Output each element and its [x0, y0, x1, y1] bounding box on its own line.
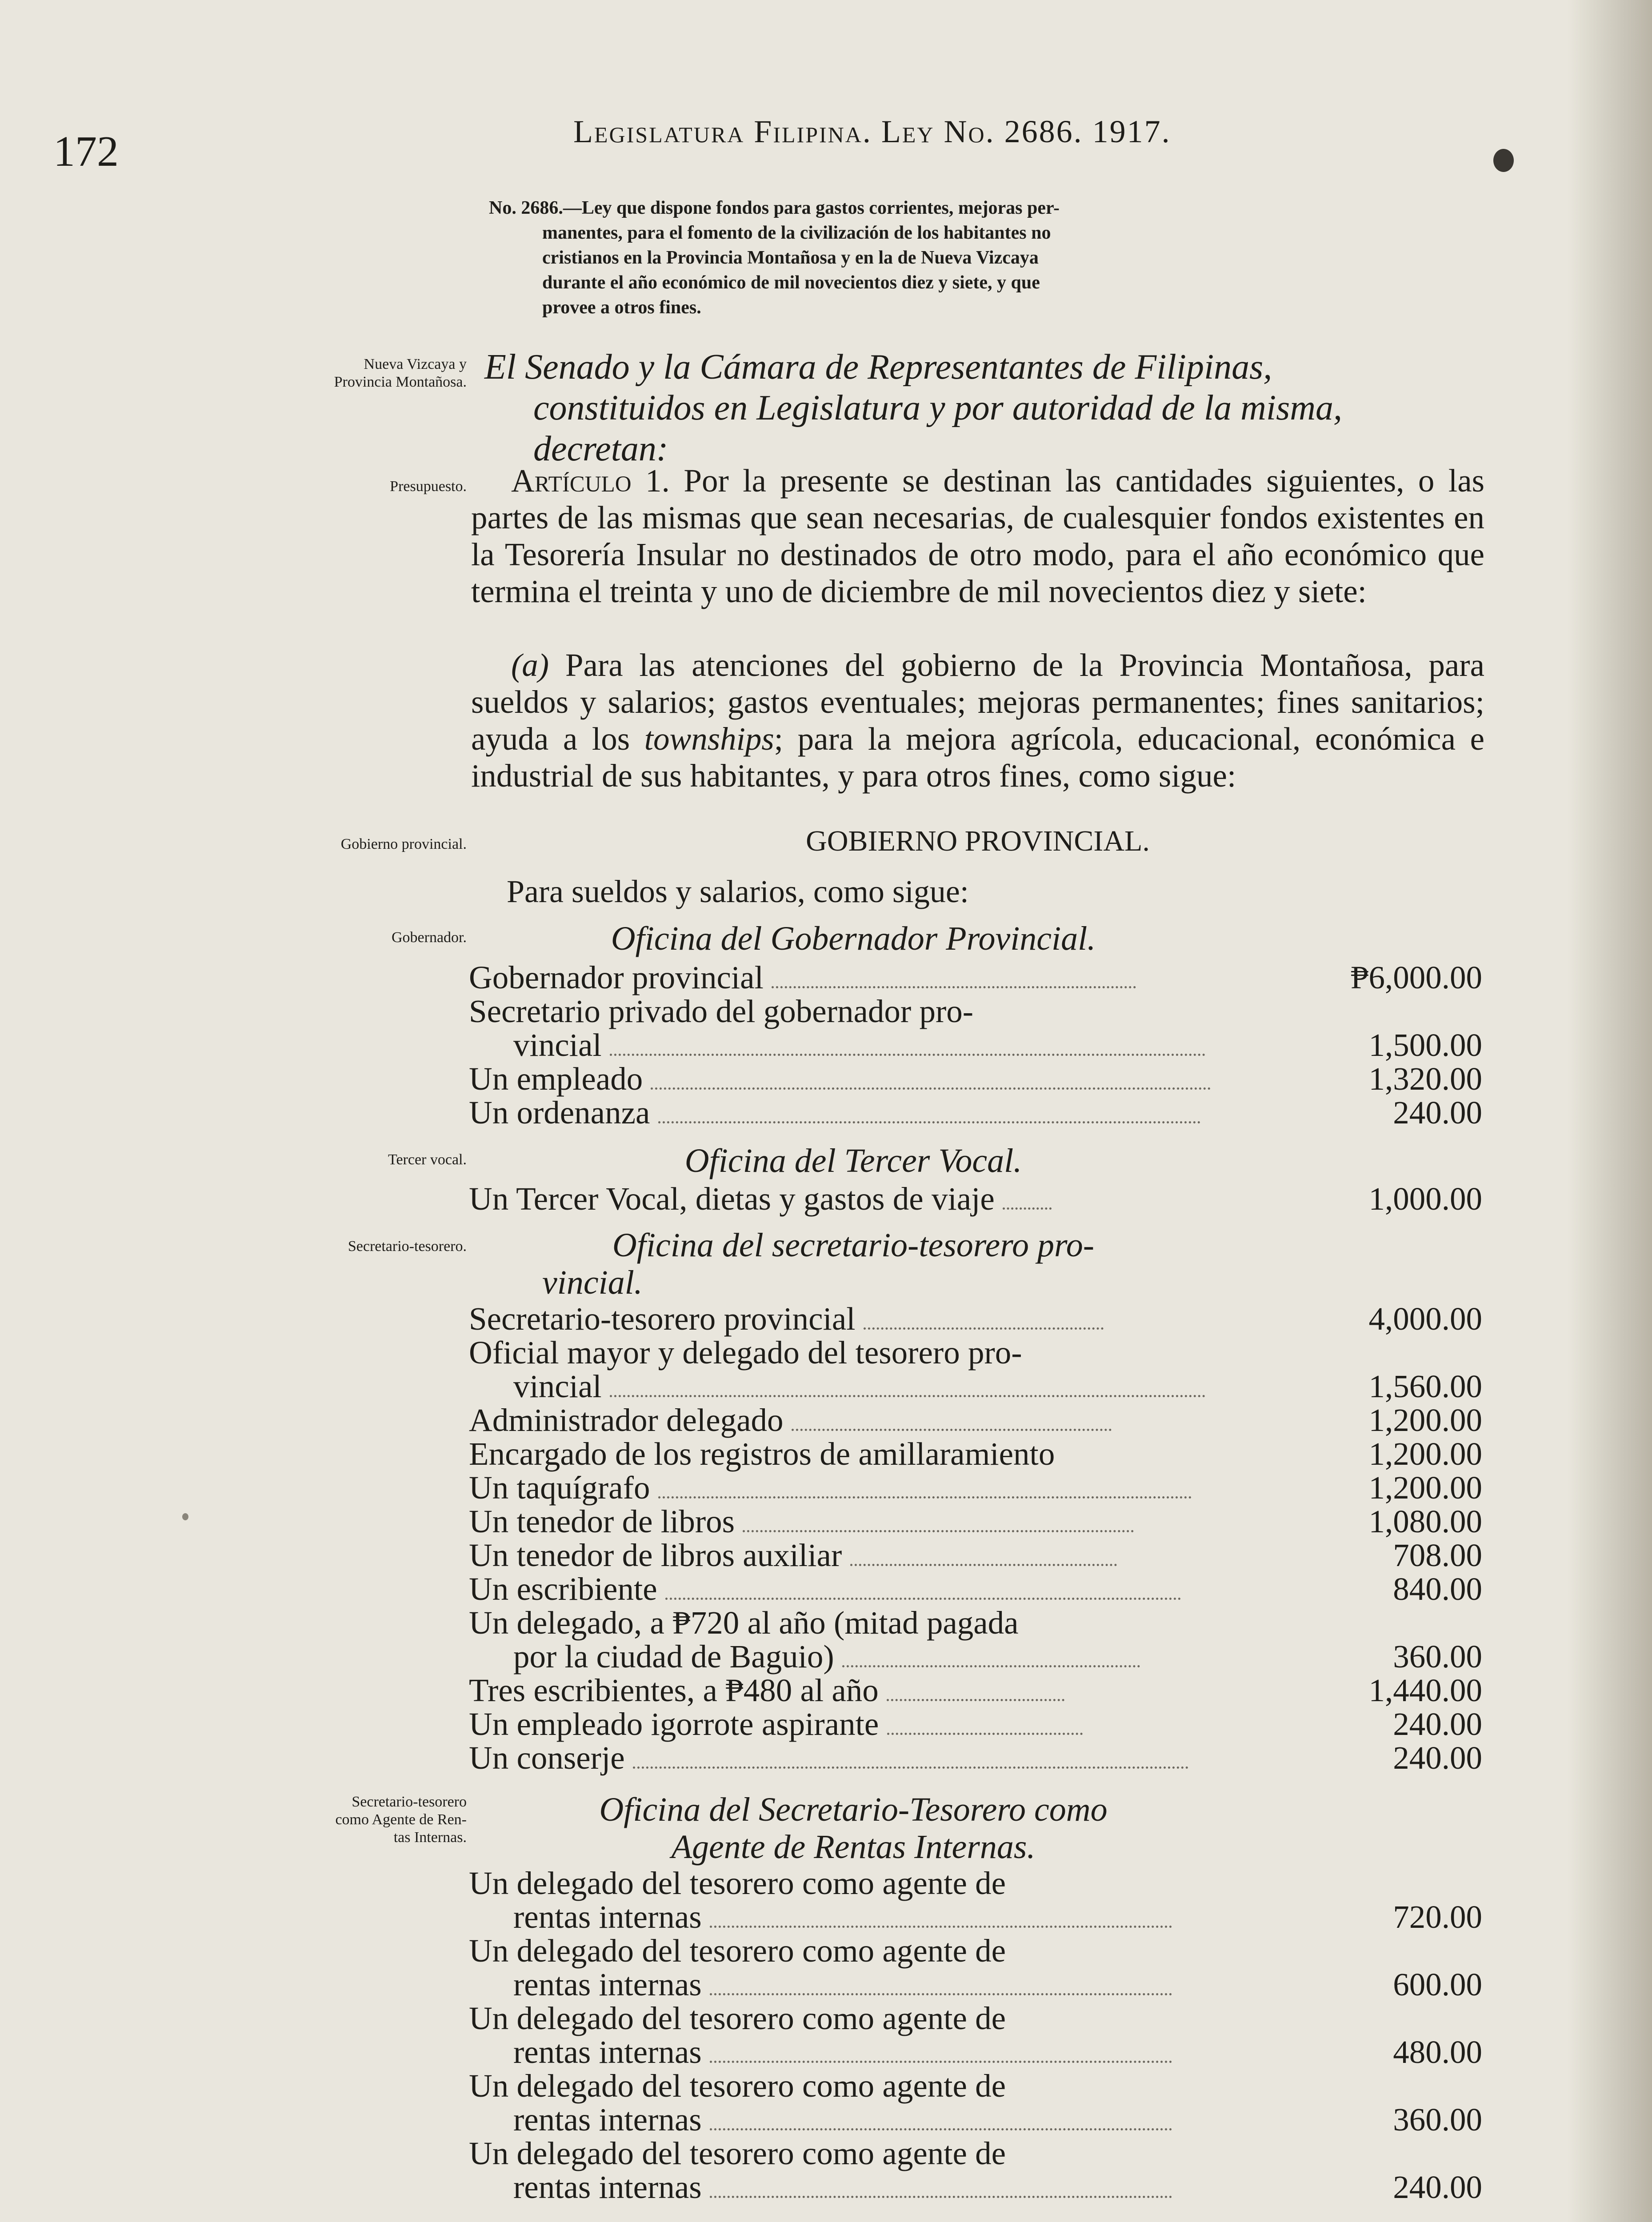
item-amount: 600.00 [1393, 1966, 1482, 2002]
item-description: Un conserje [469, 1740, 625, 1776]
intro-line: Para sueldos y salarios, como sigue: [507, 874, 969, 909]
clause-text-end: ; para la mejora agrícola, educacional, económica e industrial de sus habitantes, y para otros fines, como sigue: [471, 721, 1484, 794]
dot-leader [633, 1758, 1188, 1769]
article-text: Por la presente se destinan las cantidades siguientes, o las partes de las mismas que sean necesarias, de cualesquier fondos existentes en la Tesorería Insular no destinados de otro modo, para el año económico que termina el treinta y uno de diciembre de mil novecientos diez y siete: [471, 463, 1484, 609]
margin-note-agente [209, 1793, 467, 1846]
dot-leader [658, 1112, 1200, 1123]
item-description: Un taquígrafo [469, 1470, 650, 1506]
margin-note-tercer-vocal: Tercer vocal. [388, 1151, 467, 1168]
office-heading-line: Agente de Rentas Internas. [671, 1828, 1036, 1866]
dot-leader [710, 2187, 1172, 2198]
dot-leader [1003, 1199, 1052, 1210]
item-amount: 1,000.00 [1368, 1181, 1482, 1217]
item-amount: 480.00 [1393, 2034, 1482, 2070]
item-description: Gobernador provincial [469, 959, 764, 995]
item-description: Un Tercer Vocal, dietas y gastos de viaje [469, 1181, 995, 1217]
dot-leader [842, 1656, 1140, 1667]
item-amount: 1,200.00 [1368, 1436, 1482, 1472]
article-paragraph [471, 462, 1484, 610]
item-description: Secretario-tesorero provincial [469, 1301, 856, 1337]
dot-leader [864, 1319, 1104, 1330]
table-row [469, 995, 1482, 1062]
act-title-line: cristianos en la Provincia Montañosa y en la de Nueva Vizcaya [542, 248, 1039, 268]
dot-leader [710, 1917, 1172, 1928]
enacting-line: El Senado y la Cámara de Representantes de Filipinas, [484, 348, 1272, 387]
table-row [469, 1302, 1482, 1336]
item-amount: 1,200.00 [1368, 1402, 1482, 1438]
table-row [469, 1539, 1482, 1572]
item-amount: 708.00 [1393, 1537, 1482, 1573]
table-row [469, 1403, 1482, 1437]
item-amount: 840.00 [1393, 1571, 1482, 1607]
office-heading [471, 1227, 1236, 1301]
item-description: Un delegado del tesorero como agente de [469, 1865, 1006, 1901]
item-amount: 4,000.00 [1368, 1301, 1482, 1337]
item-description: Un delegado del tesorero como agente de [469, 2135, 1006, 2171]
item-amount: 1,320.00 [1368, 1061, 1482, 1097]
act-title-line: provee a otros fines. [542, 297, 701, 318]
margin-note-line: Nueva Vizcaya y [364, 356, 467, 372]
table-row [469, 1741, 1482, 1775]
item-amount: 240.00 [1393, 2169, 1482, 2205]
table-row [469, 1336, 1482, 1403]
article-label: Artículo 1. [511, 463, 670, 499]
enacting-clause [484, 347, 1484, 469]
item-amount: 360.00 [1393, 1639, 1482, 1674]
margin-note-gobernador: Gobernador. [391, 929, 467, 946]
item-description: Un delegado del tesorero como agente de [469, 2000, 1006, 2036]
table-row [469, 1606, 1482, 1674]
table-row [469, 1096, 1482, 1130]
dot-leader [710, 2052, 1172, 2063]
margin-note-line: Provincia Montañosa. [334, 374, 467, 390]
item-amount: 1,200.00 [1368, 1470, 1482, 1506]
item-amount: 1,080.00 [1368, 1503, 1482, 1539]
item-description: rentas internas [513, 2169, 702, 2205]
clause-italic: townships [644, 721, 774, 757]
item-amount: 240.00 [1393, 1095, 1482, 1131]
page-edge-shadow [1568, 0, 1652, 2222]
act-title-line: No. 2686.—Ley que dispone fondos para gastos corrientes, mejoras per- [489, 198, 1060, 218]
margin-note-presupuesto: Presupuesto. [390, 478, 467, 495]
item-description: Un tenedor de libros [469, 1503, 735, 1539]
item-description: Administrador delegado [469, 1402, 784, 1438]
item-description: Un delegado, a ₱720 al año (mitad pagada [469, 1605, 1019, 1641]
item-amount: 360.00 [1393, 2102, 1482, 2138]
office-heading-line: Oficina del Secretario-Tesorero como [599, 1791, 1108, 1828]
margin-note-line: como Agente de Ren- [335, 1811, 467, 1828]
item-amount: 1,440.00 [1368, 1672, 1482, 1708]
dot-leader [850, 1555, 1117, 1566]
table-row [469, 1674, 1482, 1707]
dot-leader [658, 1487, 1192, 1499]
item-description: Un delegado del tesorero como agente de [469, 1933, 1006, 1969]
table-row [469, 1707, 1482, 1741]
item-amount: 240.00 [1393, 1706, 1482, 1742]
item-description: Un delegado del tesorero como agente de [469, 2068, 1006, 2104]
margin-note-gobierno-provincial: Gobierno provincial. [340, 836, 467, 852]
table-row [469, 2002, 1482, 2069]
table-row [469, 1866, 1482, 1934]
ink-blot [1493, 149, 1514, 172]
office-heading [471, 1791, 1236, 1866]
table-row [469, 961, 1482, 995]
dot-leader [651, 1079, 1211, 1090]
dot-leader [887, 1690, 1064, 1701]
item-description: Un empleado [469, 1061, 643, 1097]
enacting-line: constituidos en Legislatura y por autoridad de la misma, [533, 388, 1342, 428]
dot-leader [772, 977, 1136, 988]
item-description: Secretario privado del gobernador pro- [469, 993, 974, 1029]
item-description: rentas internas [513, 2102, 702, 2138]
item-description: Un tenedor de libros auxiliar [469, 1537, 842, 1573]
item-description: por la ciudad de Baguio) [513, 1639, 834, 1674]
item-amount: ₱6,000.00 [1350, 959, 1482, 995]
table-row [469, 1062, 1482, 1096]
dot-leader [710, 2119, 1172, 2130]
item-description: Tres escribientes, a ₱480 al año [469, 1672, 879, 1708]
table-row [469, 2069, 1482, 2137]
dot-leader [610, 1045, 1205, 1056]
margin-note-nueva-vizcaya [209, 356, 467, 391]
margin-note-line: tas Internas. [393, 1829, 467, 1846]
clause-text: Para las atenciones del gobierno de la Provincia Montañosa, para sueldos y salarios; gastos eventuales; mejoras permanentes; fines sanitarios; ayuda a los [471, 647, 1484, 757]
table-row [469, 1437, 1482, 1471]
act-title-line: manentes, para el fomento de la civilización de los habitantes no [542, 223, 1051, 243]
item-description: vincial [513, 1027, 602, 1063]
page-number: 172 [53, 128, 119, 176]
table-row [469, 1572, 1482, 1606]
office-heading: Oficina del Gobernador Provincial. [611, 920, 1096, 957]
office-heading: Oficina del Tercer Vocal. [684, 1142, 1022, 1179]
dot-leader [792, 1420, 1112, 1431]
item-amount: 240.00 [1393, 1740, 1482, 1776]
item-description: rentas internas [513, 1899, 702, 1935]
office-heading-line: vincial. [542, 1264, 643, 1301]
office-heading-line: Oficina del secretario-tesorero pro- [612, 1227, 1095, 1264]
act-title [489, 196, 1480, 320]
item-description: vincial [513, 1368, 602, 1404]
dot-leader [665, 1589, 1181, 1600]
item-description: Oficial mayor y delegado del tesorero pro- [469, 1335, 1022, 1371]
item-description: Un ordenanza [469, 1095, 650, 1131]
running-head: Legislatura Filipina. Ley No. 2686. 1917. [573, 114, 1171, 149]
margin-note-line: Secretario-tesorero [352, 1794, 467, 1810]
dot-leader [887, 1724, 1083, 1735]
item-amount: 1,560.00 [1368, 1368, 1482, 1404]
dot-leader [710, 1984, 1172, 1995]
margin-note-secretario-tesorero: Secretario-tesorero. [348, 1238, 467, 1255]
speck [182, 1513, 188, 1520]
item-description: rentas internas [513, 2034, 702, 2070]
item-amount: 1,500.00 [1368, 1027, 1482, 1063]
table-row [469, 1505, 1482, 1539]
table-row [469, 1471, 1482, 1505]
dot-leader [610, 1386, 1205, 1397]
dot-leader [743, 1521, 1134, 1532]
item-description: Encargado de los registros de amillaramiento [469, 1436, 1055, 1472]
section-heading: GOBIERNO PROVINCIAL. [806, 825, 1150, 857]
clause-letter: (a) [511, 647, 549, 683]
article-subparagraph [471, 647, 1484, 794]
enacting-line: decretan: [533, 429, 668, 468]
table-row [469, 1934, 1482, 2002]
item-description: Un empleado igorrote aspirante [469, 1706, 879, 1742]
item-description: rentas internas [513, 1966, 702, 2002]
item-description: Un escribiente [469, 1571, 657, 1607]
table-row [469, 2137, 1482, 2204]
table-row [469, 1182, 1482, 1216]
act-title-line: durante el año económico de mil novecientos diez y siete, y que [542, 272, 1040, 293]
item-amount: 720.00 [1393, 1899, 1482, 1935]
